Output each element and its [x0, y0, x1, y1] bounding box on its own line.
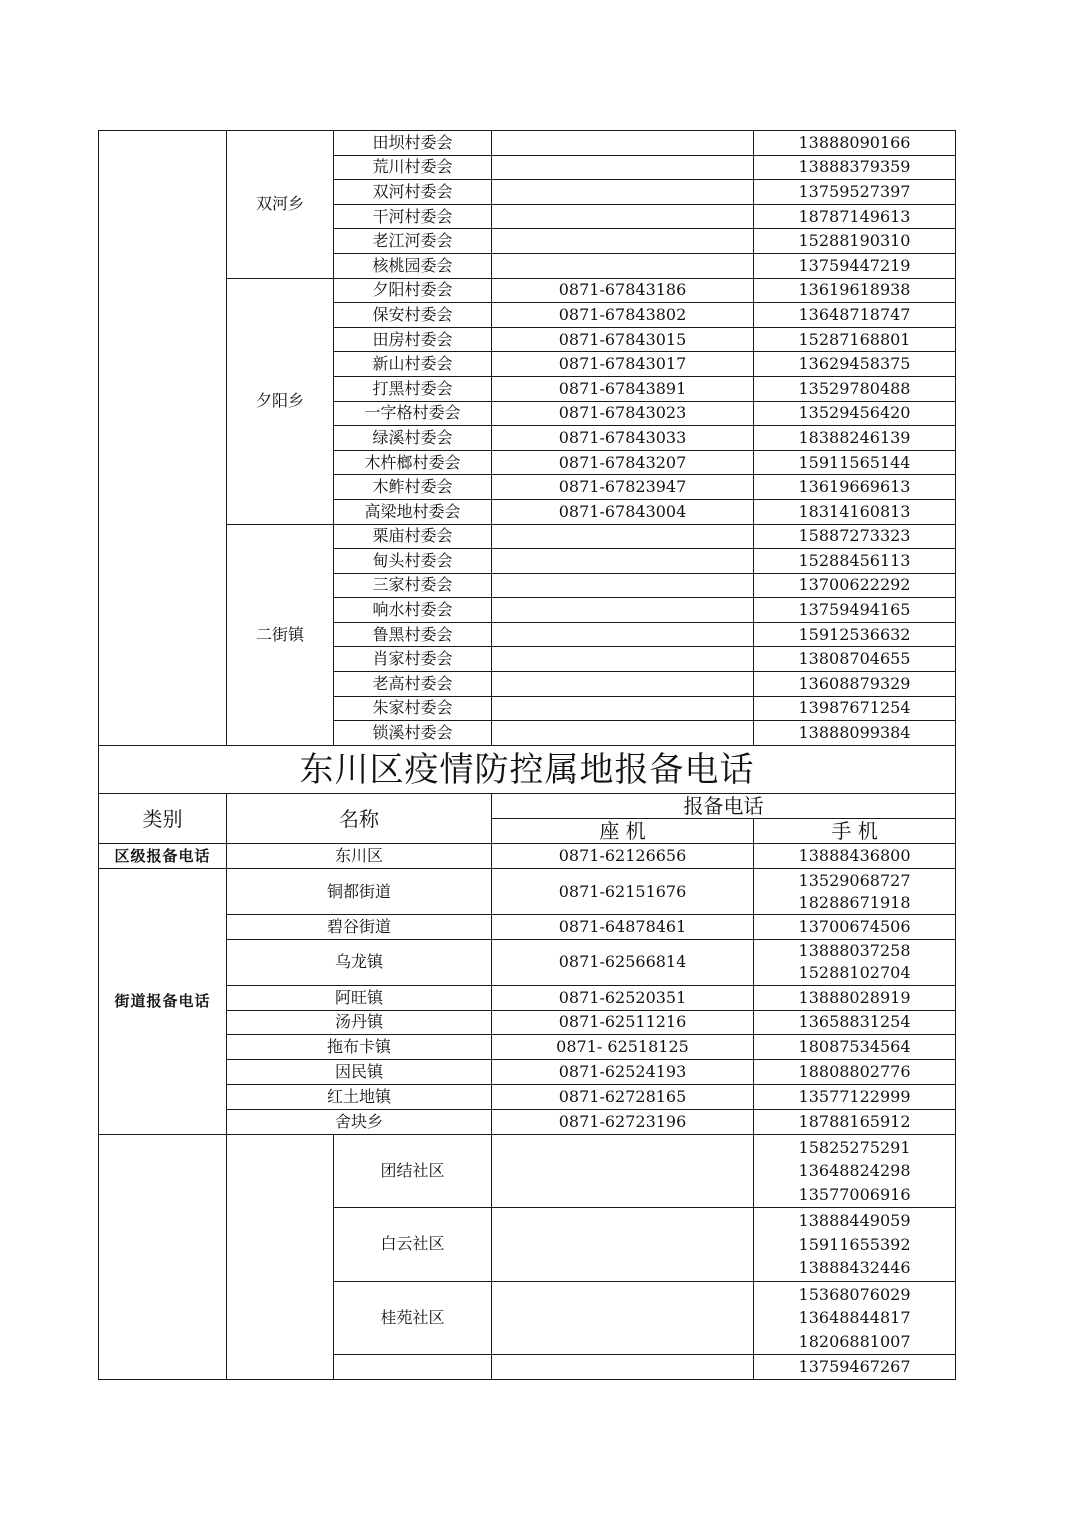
mobile-number: 13700674506	[798, 916, 911, 936]
village-mobile: 13759447219	[754, 253, 956, 278]
village-name: 荒川村委会	[334, 155, 492, 180]
street-name: 红土地镇	[227, 1084, 492, 1109]
community-mobile	[754, 1134, 956, 1208]
village-mobile: 18314160813	[754, 499, 956, 524]
mobile-number: 15911655392	[798, 1234, 911, 1254]
community-category	[99, 1134, 227, 1379]
village-name: 核桃园委会	[334, 253, 492, 278]
village-name: 一字格村委会	[334, 401, 492, 426]
community-name	[334, 1355, 492, 1380]
mobile-number: 13648824298	[798, 1161, 911, 1181]
street-name: 碧谷街道	[227, 915, 492, 940]
village-row	[99, 278, 956, 303]
district-mobile: 13888436800	[754, 844, 956, 869]
township-name: 双河乡	[227, 131, 334, 279]
village-mobile: 13808704655	[754, 647, 956, 672]
mobile-number: 18288671918	[798, 892, 911, 912]
street-row	[99, 1084, 956, 1109]
street-name: 因民镇	[227, 1060, 492, 1085]
village-contact-table	[98, 130, 956, 746]
village-landline	[492, 549, 754, 574]
header-landline: 座 机	[492, 819, 754, 844]
mobile-number: 18206881007	[798, 1331, 911, 1351]
street-row	[99, 1109, 956, 1134]
street-landline: 0871-62511216	[492, 1010, 754, 1035]
mobile-number: 13577122999	[798, 1086, 911, 1106]
street-name: 阿旺镇	[227, 985, 492, 1010]
village-mobile: 13759494165	[754, 598, 956, 623]
village-name: 绿溪村委会	[334, 426, 492, 451]
mobile-number: 13577006916	[798, 1184, 911, 1204]
mobile-number: 13658831254	[798, 1012, 911, 1032]
village-landline: 0871-67843891	[492, 376, 754, 401]
street-name: 拖布卡镇	[227, 1035, 492, 1060]
street-rows	[99, 869, 956, 1135]
street-landline: 0871-62520351	[492, 985, 754, 1010]
village-mobile: 13608879329	[754, 672, 956, 697]
village-name: 响水村委会	[334, 598, 492, 623]
village-mobile: 15912536632	[754, 622, 956, 647]
village-mobile: 15911565144	[754, 450, 956, 475]
header-phone: 报备电话	[492, 794, 956, 819]
header-name: 名称	[227, 794, 492, 844]
community-landline	[492, 1134, 754, 1208]
street-row	[99, 1060, 956, 1085]
street-name: 铜都街道	[227, 869, 492, 915]
mobile-number: 13529068727	[798, 870, 911, 890]
dongchuan-report-table	[98, 745, 956, 1380]
community-mobile	[754, 1281, 956, 1355]
village-mobile: 13987671254	[754, 696, 956, 721]
community-rows	[99, 1134, 956, 1379]
street-row	[99, 915, 956, 940]
community-landline	[492, 1208, 754, 1282]
mobile-number: 15288102704	[798, 963, 911, 983]
street-mobile	[754, 1010, 956, 1035]
street-row	[99, 1010, 956, 1035]
village-landline	[492, 131, 754, 156]
village-name: 田坝村委会	[334, 131, 492, 156]
mobile-number: 18808802776	[798, 1062, 911, 1082]
street-landline: 0871-62728165	[492, 1084, 754, 1109]
street-landline: 0871-62566814	[492, 939, 754, 985]
category-cell	[99, 131, 227, 746]
village-name: 三家村委会	[334, 573, 492, 598]
village-mobile: 13700622292	[754, 573, 956, 598]
village-landline	[492, 696, 754, 721]
mobile-number: 15368076029	[798, 1284, 911, 1304]
community-landline	[492, 1281, 754, 1355]
village-landline	[492, 721, 754, 746]
village-landline	[492, 229, 754, 254]
village-landline: 0871-67843023	[492, 401, 754, 426]
street-mobile	[754, 985, 956, 1010]
village-mobile: 18787149613	[754, 204, 956, 229]
community-group	[227, 1134, 334, 1379]
village-landline: 0871-67843017	[492, 352, 754, 377]
village-name: 新山村委会	[334, 352, 492, 377]
street-row	[99, 939, 956, 985]
district-landline: 0871-62126656	[492, 844, 754, 869]
village-contact-table-body	[99, 131, 956, 746]
community-name: 白云社区	[334, 1208, 492, 1282]
village-name: 栗庙村委会	[334, 524, 492, 549]
street-name: 乌龙镇	[227, 939, 492, 985]
street-row	[99, 869, 956, 915]
dongchuan-report-table-body	[99, 746, 956, 869]
village-mobile: 13759527397	[754, 180, 956, 205]
street-row	[99, 985, 956, 1010]
village-mobile: 15288190310	[754, 229, 956, 254]
street-mobile	[754, 915, 956, 940]
village-row	[99, 524, 956, 549]
village-mobile: 15288456113	[754, 549, 956, 574]
community-mobile	[754, 1355, 956, 1380]
village-mobile: 13619618938	[754, 278, 956, 303]
village-mobile: 15887273323	[754, 524, 956, 549]
village-name: 老江河委会	[334, 229, 492, 254]
village-landline: 0871-67843015	[492, 327, 754, 352]
header-mobile: 手 机	[754, 819, 956, 844]
street-mobile	[754, 869, 956, 915]
street-mobile	[754, 1060, 956, 1085]
village-row	[99, 131, 956, 156]
street-landline: 0871-64878461	[492, 915, 754, 940]
village-mobile: 13888099384	[754, 721, 956, 746]
district-category: 区级报备电话	[99, 844, 227, 869]
village-mobile: 18388246139	[754, 426, 956, 451]
community-name: 团结社区	[334, 1134, 492, 1208]
village-name: 双河村委会	[334, 180, 492, 205]
district-row	[99, 844, 956, 869]
village-mobile: 13529456420	[754, 401, 956, 426]
township-name: 二街镇	[227, 524, 334, 745]
village-name: 田房村委会	[334, 327, 492, 352]
street-landline: 0871-62151676	[492, 869, 754, 915]
village-name: 高梁地村委会	[334, 499, 492, 524]
street-mobile	[754, 1084, 956, 1109]
mobile-number: 18087534564	[798, 1037, 911, 1057]
village-name: 保安村委会	[334, 303, 492, 328]
mobile-number: 13888037258	[798, 941, 911, 961]
village-name: 干河村委会	[334, 204, 492, 229]
mobile-number: 18788165912	[798, 1111, 911, 1131]
table-title: 东川区疫情防控属地报备电话	[99, 746, 956, 794]
village-landline: 0871-67843033	[492, 426, 754, 451]
village-landline: 0871-67843186	[492, 278, 754, 303]
street-row	[99, 1035, 956, 1060]
street-name: 舍块乡	[227, 1109, 492, 1134]
mobile-number: 15825275291	[798, 1137, 911, 1157]
district-name: 东川区	[227, 844, 492, 869]
village-landline	[492, 204, 754, 229]
mobile-number: 13648844817	[798, 1308, 911, 1328]
village-mobile: 13619669613	[754, 475, 956, 500]
village-landline	[492, 253, 754, 278]
village-mobile: 13888090166	[754, 131, 956, 156]
street-category: 街道报备电话	[99, 869, 227, 1135]
village-name: 鲁黑村委会	[334, 622, 492, 647]
mobile-number: 13888449059	[798, 1211, 911, 1231]
village-name: 木鲊村委会	[334, 475, 492, 500]
village-name: 锁溪村委会	[334, 721, 492, 746]
street-mobile	[754, 1035, 956, 1060]
village-name: 肖家村委会	[334, 647, 492, 672]
township-name: 夕阳乡	[227, 278, 334, 524]
village-landline: 0871-67823947	[492, 475, 754, 500]
village-name: 甸头村委会	[334, 549, 492, 574]
village-landline: 0871-67843004	[492, 499, 754, 524]
village-landline: 0871-67843802	[492, 303, 754, 328]
village-landline	[492, 647, 754, 672]
village-name: 老高村委会	[334, 672, 492, 697]
village-landline	[492, 524, 754, 549]
mobile-number: 13888028919	[798, 987, 911, 1007]
village-landline	[492, 598, 754, 623]
village-landline	[492, 672, 754, 697]
village-mobile: 13629458375	[754, 352, 956, 377]
street-landline: 0871-62524193	[492, 1060, 754, 1085]
village-name: 夕阳村委会	[334, 278, 492, 303]
street-mobile	[754, 1109, 956, 1134]
header-category: 类别	[99, 794, 227, 844]
community-row	[99, 1134, 956, 1208]
village-landline	[492, 573, 754, 598]
village-mobile: 15287168801	[754, 327, 956, 352]
village-landline	[492, 180, 754, 205]
community-name: 桂苑社区	[334, 1281, 492, 1355]
street-mobile	[754, 939, 956, 985]
street-landline: 0871-62723196	[492, 1109, 754, 1134]
community-mobile	[754, 1208, 956, 1282]
village-landline: 0871-67843207	[492, 450, 754, 475]
mobile-number: 13888432446	[798, 1258, 911, 1278]
village-mobile: 13888379359	[754, 155, 956, 180]
street-landline: 0871- 62518125	[492, 1035, 754, 1060]
village-name: 打黑村委会	[334, 376, 492, 401]
mobile-number: 13759467267	[798, 1357, 911, 1377]
village-landline	[492, 155, 754, 180]
village-mobile: 13648718747	[754, 303, 956, 328]
village-mobile: 13529780488	[754, 376, 956, 401]
community-landline	[492, 1355, 754, 1380]
village-name: 朱家村委会	[334, 696, 492, 721]
street-name: 汤丹镇	[227, 1010, 492, 1035]
village-landline	[492, 622, 754, 647]
village-name: 木杵榔村委会	[334, 450, 492, 475]
